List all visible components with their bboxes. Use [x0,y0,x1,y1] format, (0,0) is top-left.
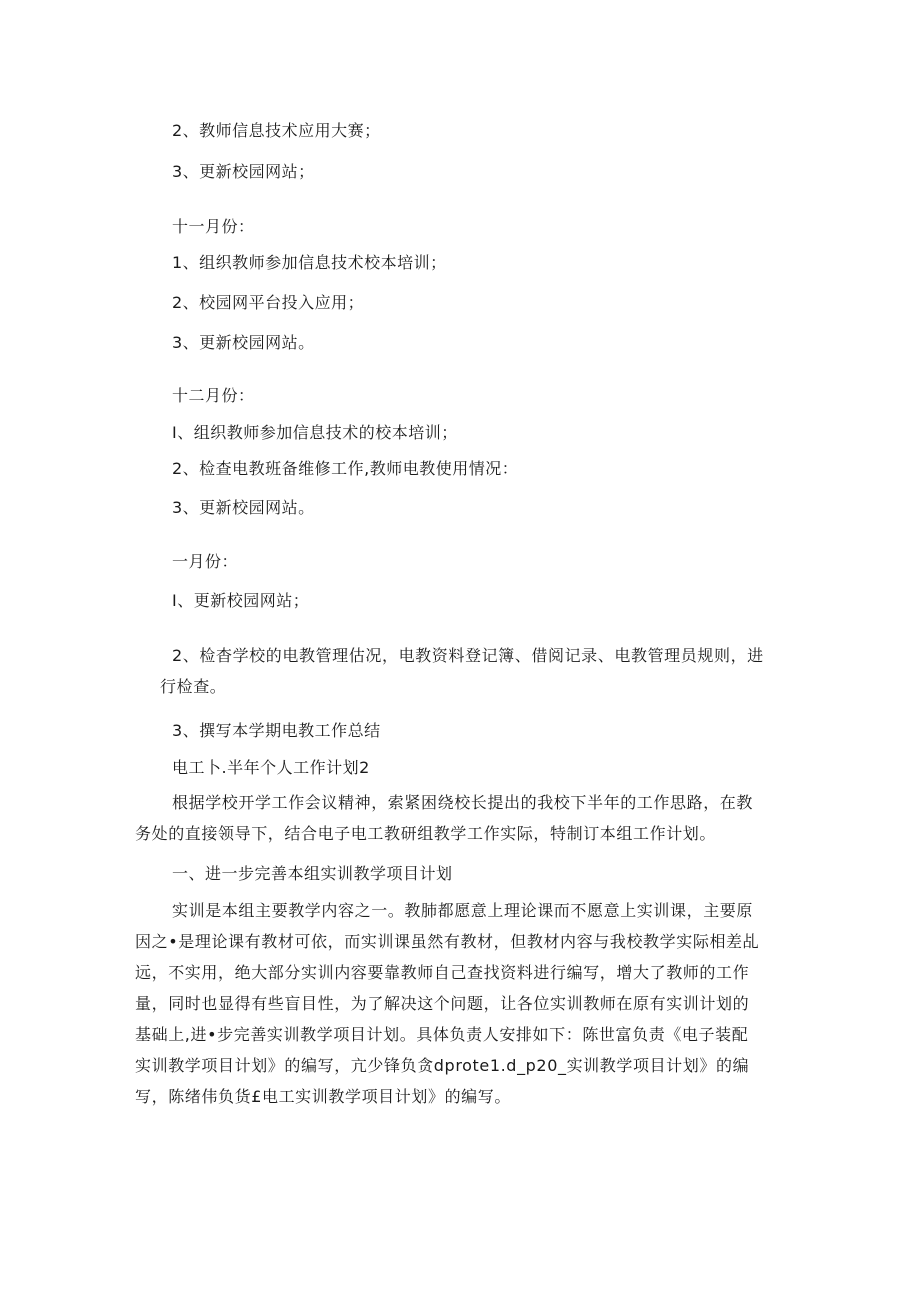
list-item: 3、更新校园网站。 [172,498,315,517]
list-item: 2、教师信息技术应用大赛； [172,121,381,140]
list-item: 3、撰写本学期电教工作总结 [172,721,381,740]
list-item: 2、校园网平台投入应用； [172,293,365,312]
list-item: 3、更新校园网站。 [172,333,315,352]
list-item: 2、检查电教班备维修工作,教师电教使用情况： [172,459,519,478]
paragraph-line: 远，不实用，绝大部分实训内容要靠教师自己查找资料进行编写，增大了教师的工作 [135,963,750,982]
month-heading: 十一月份： [172,217,255,236]
list-item: I、组织教师参加信息技术的校本培训； [172,423,458,442]
paragraph-line: 基础上,进•步完善实训教学项目计划。具体负责人安排如下：陈世富负责《电子装配 [135,1025,749,1044]
intro-paragraph [135,787,754,849]
plan-title: 电工卜.半年个人工作计划2 [172,758,370,777]
paragraph-line: 务处的直接领导下，结合电子电工教研组教学工作实际，特制订本组工作计划。 [135,824,717,843]
paragraph-line: 实训教学项目计划》的编写，亢少锋负贪dprote1.d_p20_实训教学项目计划》的编 [135,1056,750,1075]
paragraph-line: 2、检杳学校的电教管理估况，电教资料登记簿、借阅记录、电教管理员规则，进 [172,646,764,665]
paragraph-line: 实训是本组主要教学内容之一。教肺都愿意上理论课而不愿意上实训课，主要原 [172,901,754,920]
month-heading: 一月份： [172,552,239,571]
paragraph-line: 写，陈绪伟负货£电工实训教学项目计划》的编写。 [135,1087,511,1106]
list-item: 1、组织教师参加信息技术校本培训； [172,253,447,272]
list-item: 3、更新校园网站； [172,162,315,181]
list-item: I、更新校园网站； [172,591,310,610]
paragraph-line: 因之•是理论课有教材可依，而实训课虽然有教材，但教材内容与我校教学实际相差乩 [135,932,760,951]
section-heading: 一、进一步完善本组实训教学项目计划 [172,864,453,883]
check-paragraph [160,640,764,702]
body-paragraph [135,895,760,1112]
paragraph-line: 量，同时也显得有些盲目性，为了解决这个问题，让各位实训教师在原有实训计划的 [135,994,750,1013]
month-heading: 十二月份： [172,386,255,405]
paragraph-line: 根据学校开学工作会议精神，索紧困绕校长提出的我校下半年的工作思路，在教 [172,793,754,812]
paragraph-line: 行检查。 [160,677,227,696]
